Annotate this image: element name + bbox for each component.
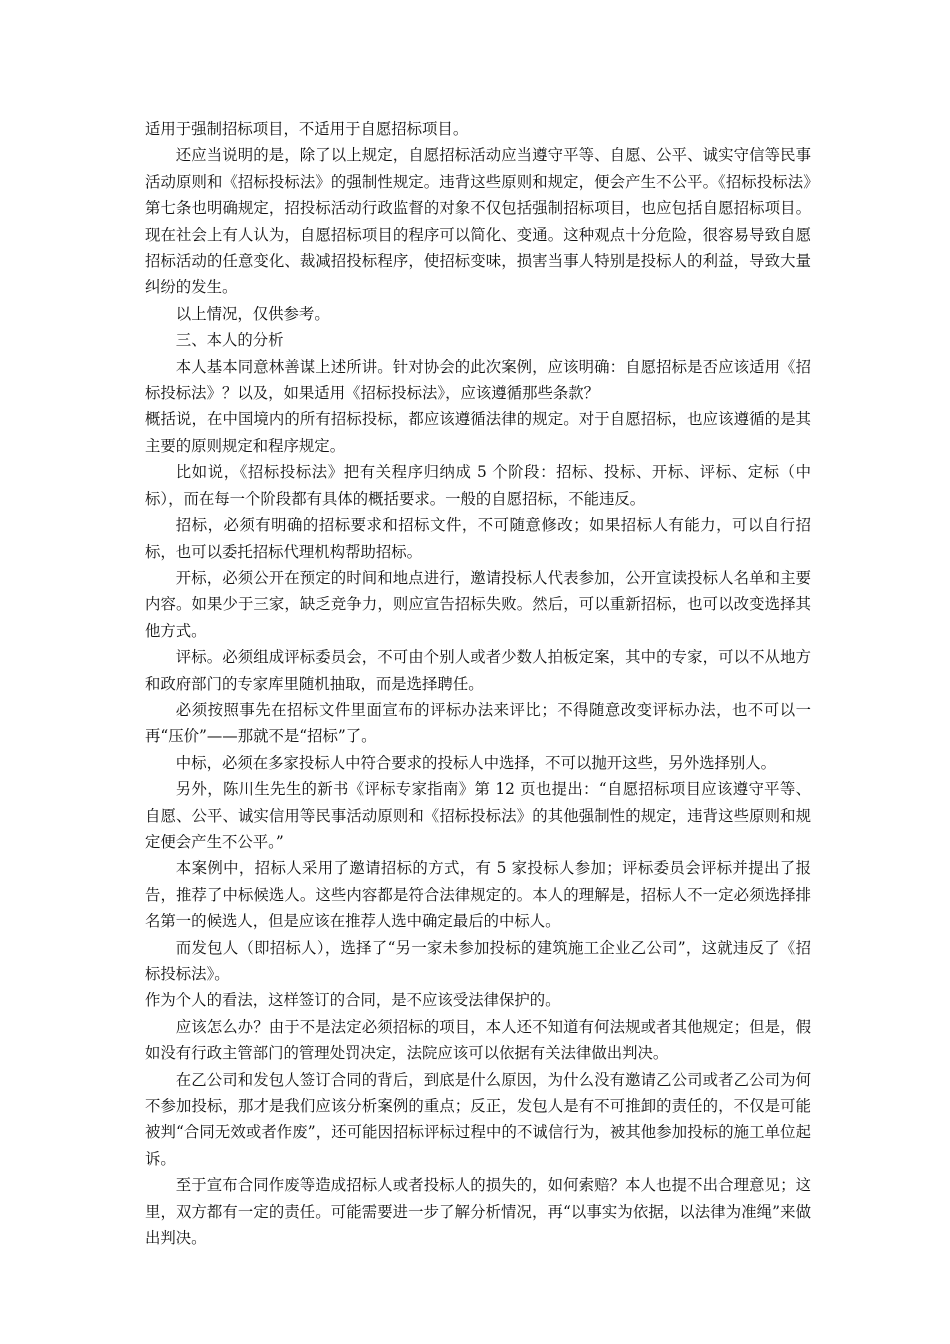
paragraph-16: 作为个人的看法，这样签订的合同，是不应该受法律保护的。 [145,991,561,1010]
paragraph-7: 比如说，《招标投标法》把有关程序归纳成 5 个阶段：招标、投标、开标、评标、定标（中标），而在每一个阶段都有具体的概括要求。一般的自愿招标，不能违反。 [145,463,811,508]
paragraph-8: 招标，必须有明确的招标要求和招标文件，不可随意修改；如果招标人有能力，可以自行招标，也可以委托招标代理机构帮助招标。 [145,516,811,561]
paragraph-10: 评标。必须组成评标委员会，不可由个别人或者少数人拍板定案，其中的专家，可以不从地方和政府部门的专家库里随机抽取，而是选择聘任。 [145,648,811,693]
paragraph-6: 概括说，在中国境内的所有招标投标，都应该遵循法律的规定。对于自愿招标，也应该遵循的是其主要的原则规定和程序规定。 [145,410,811,455]
document-body [145,116,811,1251]
paragraph-12: 中标，必须在多家投标人中符合要求的投标人中选择，不可以抛开这些，另外选择别人。 [175,753,777,772]
section-heading: 三、本人的分析 [175,331,284,350]
paragraph-2: 还应当说明的是，除了以上规定，自愿招标活动应当遵守平等、自愿、公平、诚实守信等民事活动原则和《招标投标法》的强制性规定。违背这些原则和规定，便会产生不公平。《招标投标法》第七条也明确规定，招投标活动行政监督的对象不仅包括强制招标项目，也应包括自愿招标项目。现在社会上有人认为，自愿招标项目的程序可以简化、变通。这种观点十分危险，很容易导致自愿招标活动的任意变化、裁减招投标程序，使招标变味，损害当事人特别是投标人的利益，导致大量纠纷的发生。 [145,146,811,297]
paragraph-3: 以上情况，仅供参考。 [175,304,330,323]
paragraph-11: 必须按照事先在招标文件里面宣布的评标办法来评比；不得随意改变评标办法，也不可以一再“压价”——那就不是“招标”了。 [145,700,811,746]
paragraph-15: 而发包人（即招标人），选择了“另一家未参加投标的建筑施工企业乙公司”，这就违反了《招标投标法》。 [145,938,811,983]
paragraph-9: 开标，必须公开在预定的时间和地点进行，邀请投标人代表参加，公开宣读投标人名单和主要内容。如果少于三家，缺乏竞争力，则应宣告招标失败。然后，可以重新招标，也可以改变选择其他方式。 [145,568,811,640]
paragraph-5: 本人基本同意林善谋上述所讲。针对协会的此次案例，应该明确：自愿招标是否应该适用《招标投标法》？以及，如果适用《招标投标法》，应该遵循那些条款？ [145,357,811,403]
paragraph-17: 应该怎么办？由于不是法定必须招标的项目，本人还不知道有何法规或者其他规定；但是，假如没有行政主管部门的管理处罚决定，法院应该可以依据有关法律做出判决。 [145,1017,811,1063]
paragraph-19: 至于宣布合同作废等造成招标人或者投标人的损失的，如何索赔？本人也提不出合理意见；这里，双方都有一定的责任。可能需要进一步了解分析情况，再“以事实为依据，以法律为准绳”来做出判决。 [145,1176,811,1248]
paragraph-18: 在乙公司和发包人签订合同的背后，到底是什么原因，为什么没有邀请乙公司或者乙公司为何不参加投标，那才是我们应该分析案例的重点；反正，发包人是有不可推卸的责任的，不仅是可能被判“合同无效或者作废”，还可能因招标评标过程中的不诚信行为，被其他参加投标的施工单位起诉。 [145,1070,811,1168]
paragraph-13: 另外，陈川生先生的新书《评标专家指南》第 12 页也提出：“自愿招标项目应该遵守平等、自愿、公平、诚实信用等民事活动原则和《招标投标法》的其他强制性的规定，违背这些原则和规定便会产生不公平。” [145,780,811,851]
paragraph-1: 适用于强制招标项目，不适用于自愿招标项目。 [145,120,469,138]
paragraph-14: 本案例中，招标人采用了邀请招标的方式，有 5 家投标人参加；评标委员会评标并提出了报告，推荐了中标候选人。这些内容都是符合法律规定的。本人的理解是，招标人不一定必须选择排名第一的候选人，但是应该在推荐人选中确定最后的中标人。 [145,859,811,931]
